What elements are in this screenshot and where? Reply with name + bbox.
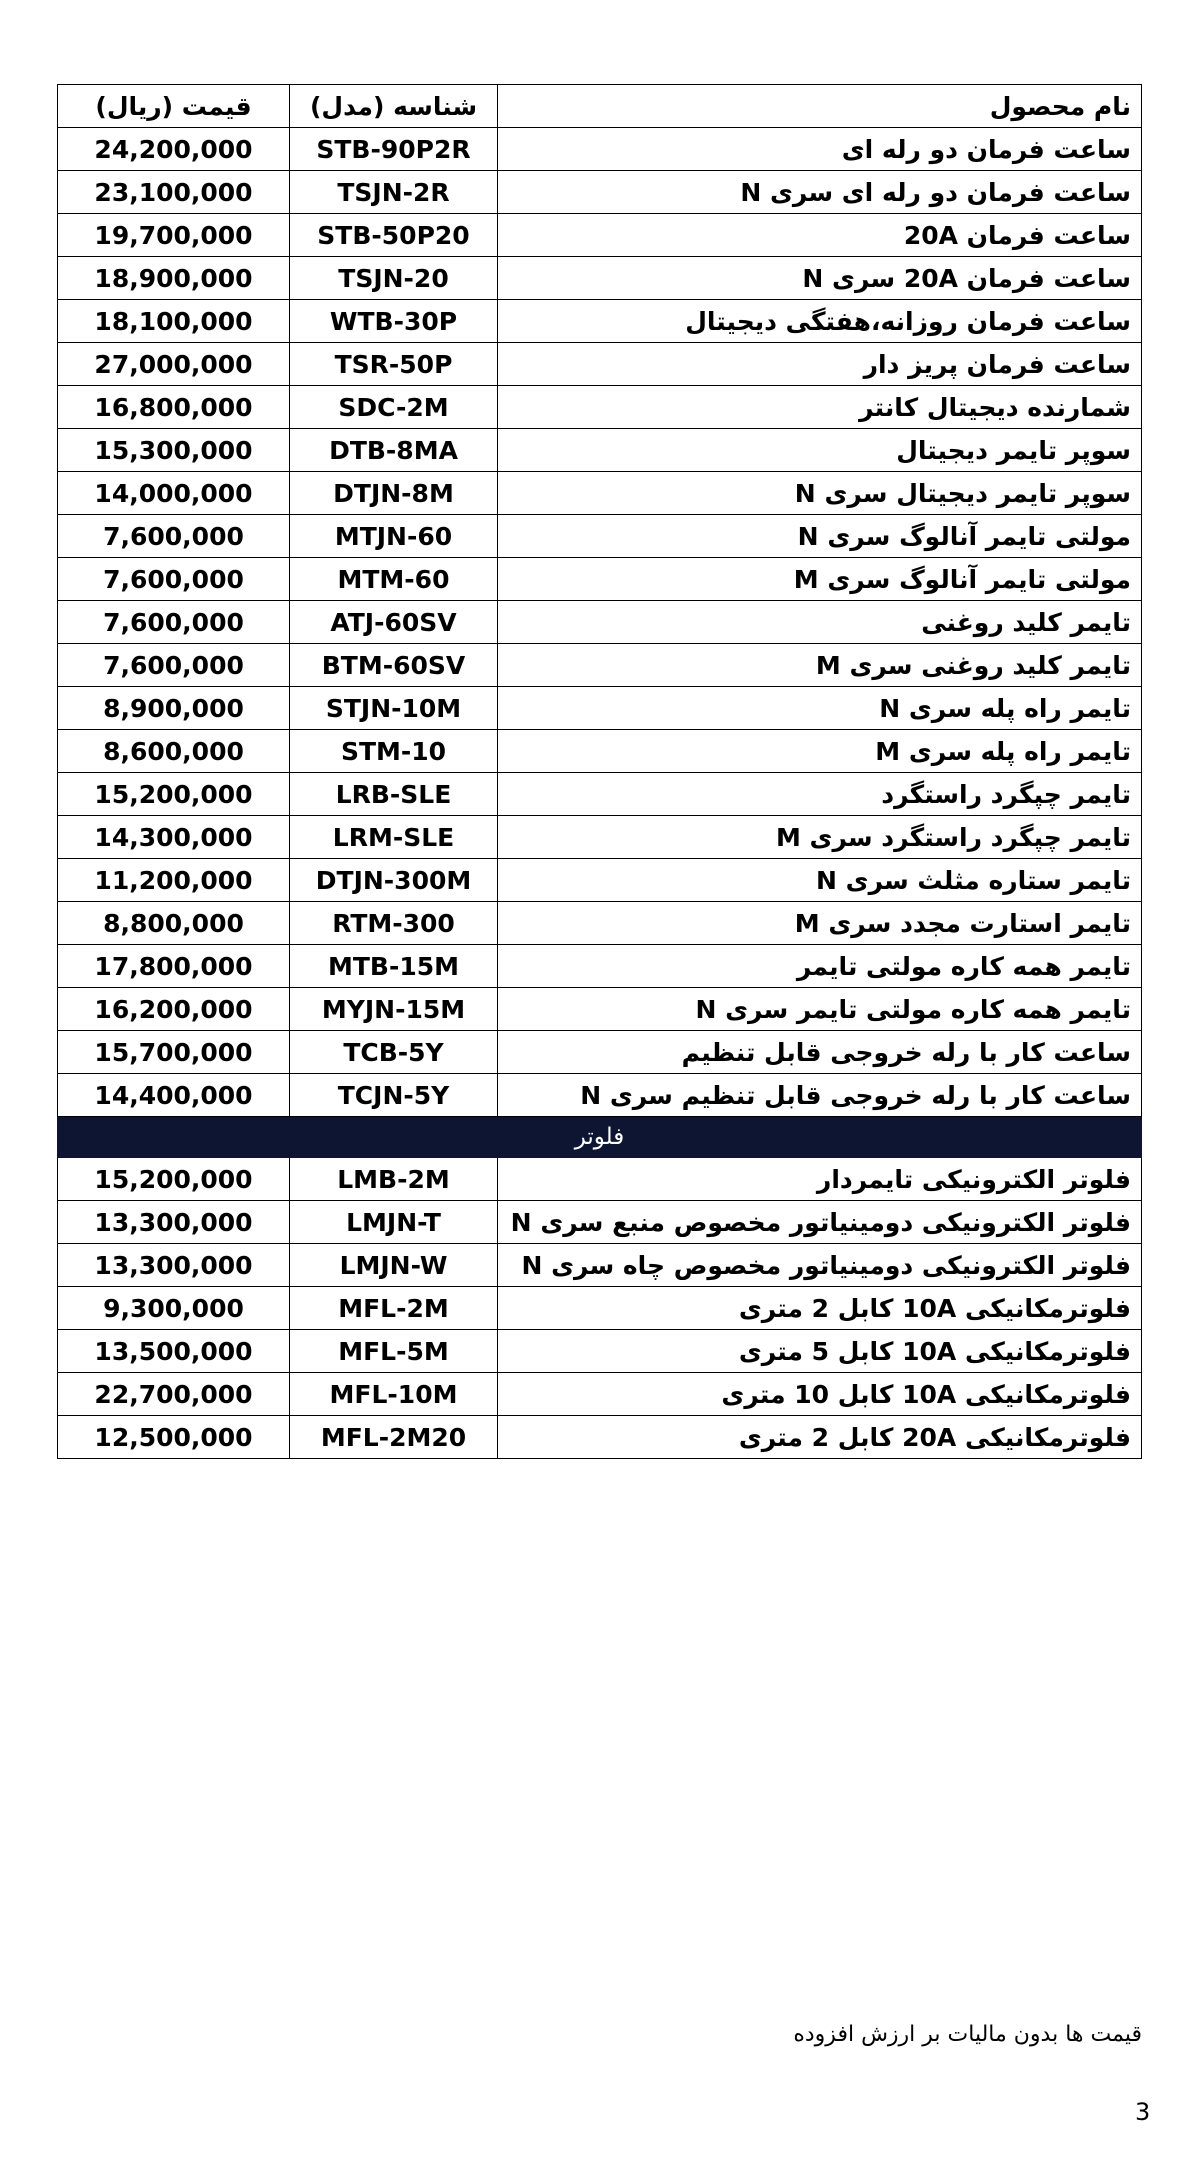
table-header-row [58,85,1142,128]
cell-model-id: STB-50P20 [290,214,498,257]
cell-price: 15,700,000 [58,1031,290,1074]
cell-price: 14,000,000 [58,472,290,515]
table-row [58,1244,1142,1287]
cell-price: 18,100,000 [58,300,290,343]
table-row [58,1416,1142,1459]
table-row [58,988,1142,1031]
cell-price: 14,400,000 [58,1074,290,1117]
cell-model-id: MYJN-15M [290,988,498,1031]
cell-price: 22,700,000 [58,1373,290,1416]
cell-model-id: MFL-2M [290,1287,498,1330]
cell-price: 23,100,000 [58,171,290,214]
cell-price: 19,700,000 [58,214,290,257]
cell-price: 18,900,000 [58,257,290,300]
table-row [58,429,1142,472]
cell-price: 9,300,000 [58,1287,290,1330]
table-row [58,730,1142,773]
cell-model-id: TCJN-5Y [290,1074,498,1117]
table-row [58,1201,1142,1244]
cell-price: 27,000,000 [58,343,290,386]
cell-product-name: فلوترمکانیکی 10A کابل 10 متری [498,1373,1142,1416]
cell-product-name: ساعت فرمان 20A سری N [498,257,1142,300]
cell-product-name: تایمر ستاره مثلث سری N [498,859,1142,902]
cell-product-name: فلوترمکانیکی 10A کابل 5 متری [498,1330,1142,1373]
table-row [58,128,1142,171]
cell-product-name: فلوترمکانیکی 10A کابل 2 متری [498,1287,1142,1330]
cell-price: 8,800,000 [58,902,290,945]
table-row [58,558,1142,601]
table-row [58,1373,1142,1416]
section-label: فلوتر [58,1117,1142,1158]
cell-product-name: فلوتر الکترونیکی دومینیاتور مخصوص منبع سری N [498,1201,1142,1244]
cell-price: 15,300,000 [58,429,290,472]
cell-model-id: TSR-50P [290,343,498,386]
column-header-model: شناسه (مدل) [290,85,498,128]
cell-price: 8,600,000 [58,730,290,773]
column-header-product-name: نام محصول [498,85,1142,128]
cell-model-id: WTB-30P [290,300,498,343]
cell-product-name: ساعت فرمان دو رله ای سری N [498,171,1142,214]
cell-model-id: STM-10 [290,730,498,773]
table-row [58,601,1142,644]
cell-product-name: ساعت فرمان روزانه،هفتگی دیجیتال [498,300,1142,343]
table-row [58,300,1142,343]
table-section-header-row [58,1117,1142,1158]
cell-price: 24,200,000 [58,128,290,171]
cell-product-name: ساعت فرمان دو رله ای [498,128,1142,171]
cell-model-id: LMJN-T [290,1201,498,1244]
cell-product-name: فلوترمکانیکی 20A کابل 2 متری [498,1416,1142,1459]
table-row [58,816,1142,859]
cell-product-name: تایمر همه کاره مولتی تایمر سری N [498,988,1142,1031]
cell-product-name: فلوتر الکترونیکی تایمردار [498,1158,1142,1201]
cell-model-id: RTM-300 [290,902,498,945]
cell-model-id: MFL-5M [290,1330,498,1373]
price-table-container [58,84,1142,1459]
cell-price: 15,200,000 [58,1158,290,1201]
cell-product-name: شمارنده دیجیتال کانتر [498,386,1142,429]
cell-model-id: LRB-SLE [290,773,498,816]
cell-product-name: مولتی تایمر آنالوگ سری N [498,515,1142,558]
table-row [58,1074,1142,1117]
cell-model-id: STB-90P2R [290,128,498,171]
cell-price: 14,300,000 [58,816,290,859]
table-row [58,343,1142,386]
cell-model-id: MFL-10M [290,1373,498,1416]
cell-product-name: ساعت فرمان پریز دار [498,343,1142,386]
cell-product-name: ساعت کار با رله خروجی قابل تنظیم [498,1031,1142,1074]
cell-product-name: ساعت فرمان 20A [498,214,1142,257]
cell-product-name: تایمر چپگرد راستگرد [498,773,1142,816]
table-row [58,1158,1142,1201]
cell-price: 15,200,000 [58,773,290,816]
cell-model-id: LMB-2M [290,1158,498,1201]
table-row [58,257,1142,300]
column-header-price: قیمت (ریال) [58,85,290,128]
price-table [57,84,1142,1459]
cell-price: 13,300,000 [58,1244,290,1287]
cell-model-id: DTB-8MA [290,429,498,472]
cell-product-name: تایمر کلید روغنی سری M [498,644,1142,687]
table-row [58,687,1142,730]
cell-product-name: ساعت کار با رله خروجی قابل تنظیم سری N [498,1074,1142,1117]
cell-model-id: DTJN-300M [290,859,498,902]
cell-price: 13,300,000 [58,1201,290,1244]
cell-price: 17,800,000 [58,945,290,988]
tax-footnote: قیمت ها بدون مالیات بر ارزش افزوده [793,2022,1142,2047]
cell-price: 13,500,000 [58,1330,290,1373]
cell-product-name: تایمر استارت مجدد سری M [498,902,1142,945]
cell-product-name: تایمر راه پله سری M [498,730,1142,773]
table-row [58,773,1142,816]
table-row [58,515,1142,558]
cell-price: 8,900,000 [58,687,290,730]
cell-model-id: SDC-2M [290,386,498,429]
cell-model-id: DTJN-8M [290,472,498,515]
table-row [58,945,1142,988]
cell-model-id: TSJN-2R [290,171,498,214]
cell-price: 7,600,000 [58,515,290,558]
cell-price: 12,500,000 [58,1416,290,1459]
cell-price: 7,600,000 [58,644,290,687]
cell-product-name: تایمر چپگرد راستگرد سری M [498,816,1142,859]
cell-model-id: TCB-5Y [290,1031,498,1074]
table-row [58,171,1142,214]
table-row [58,1330,1142,1373]
cell-product-name: سوپر تایمر دیجیتال [498,429,1142,472]
table-row [58,214,1142,257]
cell-price: 16,200,000 [58,988,290,1031]
cell-model-id: LRM-SLE [290,816,498,859]
table-row [58,644,1142,687]
table-row [58,1287,1142,1330]
cell-model-id: LMJN-W [290,1244,498,1287]
cell-product-name: تایمر راه پله سری N [498,687,1142,730]
cell-model-id: MTB-15M [290,945,498,988]
cell-price: 7,600,000 [58,558,290,601]
cell-product-name: تایمر کلید روغنی [498,601,1142,644]
cell-price: 11,200,000 [58,859,290,902]
cell-product-name: فلوتر الکترونیکی دومینیاتور مخصوص چاه سری N [498,1244,1142,1287]
cell-model-id: TSJN-20 [290,257,498,300]
table-row [58,859,1142,902]
cell-model-id: MTM-60 [290,558,498,601]
cell-product-name: تایمر همه کاره مولتی تایمر [498,945,1142,988]
table-row [58,902,1142,945]
table-row [58,1031,1142,1074]
cell-model-id: STJN-10M [290,687,498,730]
cell-price: 16,800,000 [58,386,290,429]
price-table-body [58,85,1142,1459]
table-row [58,386,1142,429]
cell-model-id: ATJ-60SV [290,601,498,644]
table-row [58,472,1142,515]
cell-model-id: MFL-2M20 [290,1416,498,1459]
cell-product-name: سوپر تایمر دیجیتال سری N [498,472,1142,515]
page-number: 3 [1135,2098,1151,2126]
cell-price: 7,600,000 [58,601,290,644]
cell-model-id: BTM-60SV [290,644,498,687]
cell-model-id: MTJN-60 [290,515,498,558]
cell-product-name: مولتی تایمر آنالوگ سری M [498,558,1142,601]
